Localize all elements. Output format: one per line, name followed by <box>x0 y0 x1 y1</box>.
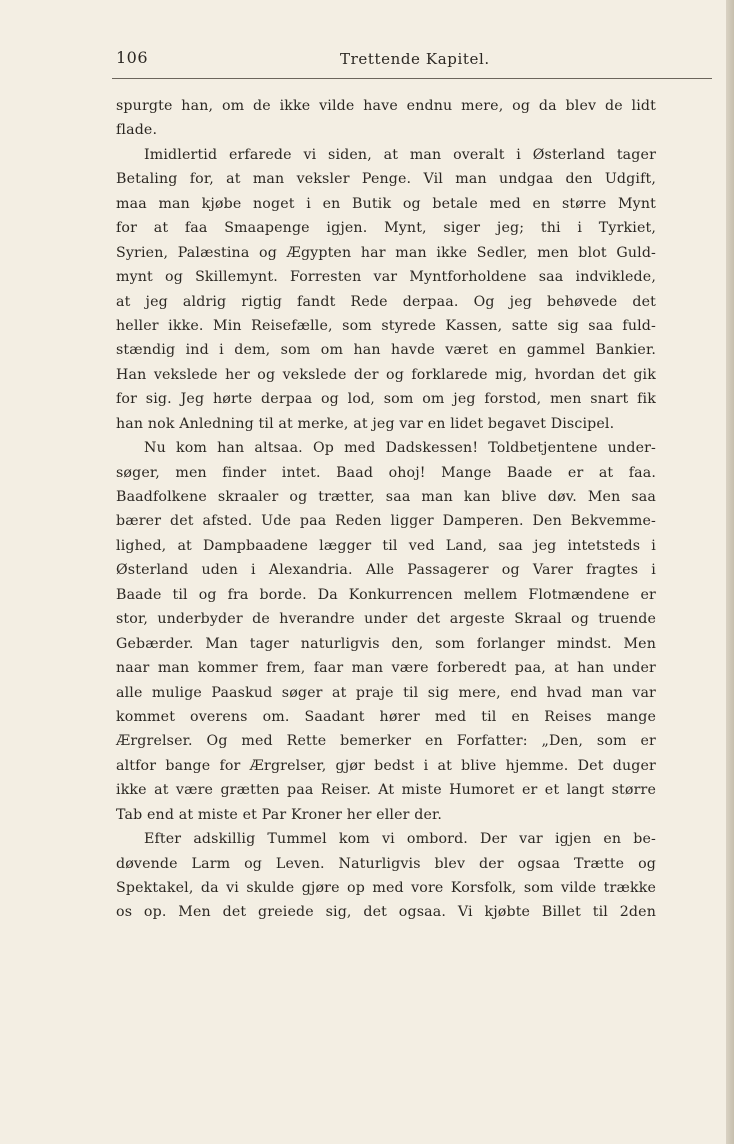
text-line: Han vekslede her og vekslede der og forklarede mig, hvordan det gik <box>116 366 656 383</box>
text-line: alle mulige Paaskud søger at praje til sig mere, end hvad man var <box>116 684 656 701</box>
text-line: maa man kjøbe noget i en Butik og betale med en større Mynt <box>116 195 656 212</box>
text-line: at jeg aldrig rigtig fandt Rede derpaa. Og jeg behøvede det <box>116 293 656 310</box>
text-line: lighed, at Dampbaadene lægger til ved Land, saa jeg intetsteds i <box>116 537 656 554</box>
text-line: Baadfolkene skraaler og trætter, saa man kan blive døv. Men saa <box>116 489 656 505</box>
text-line: for at faa Smaapenge igjen. Mynt, siger jeg; thi i Tyrkiet, <box>116 220 656 237</box>
text-line: han nok Anledning til at merke, at jeg var en lidet begavet Discipel. <box>116 415 615 432</box>
running-title: Trettende Kapitel. <box>340 50 490 68</box>
text-line: spurgte han, om de ikke vilde have endnu mere, og da blev de lidt <box>116 98 656 114</box>
text-line: ikke at være grætten paa Reiser. At miste Humoret er et langt større <box>116 782 656 799</box>
body-text <box>116 94 656 925</box>
text-line: Spektakel, da vi skulde gjøre op med vore Korsfolk, som vilde trække <box>116 880 656 896</box>
text-line: Ærgrelser. Og med Rette bemerker en Forfatter: „Den, som er <box>116 733 656 750</box>
text-line: Tab end at miste et Par Kroner her eller der. <box>116 806 443 823</box>
text-line: os op. Men det greiede sig, det ogsaa. Vi kjøbte Billet til 2den <box>116 904 656 921</box>
text-line: flade. <box>116 122 158 139</box>
text-line: Gebærder. Man tager naturligvis den, som forlanger mindst. Men <box>116 635 656 652</box>
text-line: Østerland uden i Alexandria. Alle Passagerer og Varer fragtes i <box>116 562 656 579</box>
text-line: stor, underbyder de hverandre under det argeste Skraal og truende <box>116 611 656 628</box>
text-line: stændig ind i dem, som om han havde været en gammel Bankier. <box>116 342 656 359</box>
text-line: Nu kom han altsaa. Op med Dadskessen! Toldbetjentene under- <box>144 440 656 457</box>
text-line: Efter adskillig Tummel kom vi ombord. Der var igjen en be- <box>144 831 656 848</box>
text-line: døvende Larm og Leven. Naturligvis blev der ogsaa Trætte og <box>116 855 656 872</box>
text-line: bærer det afsted. Ude paa Reden ligger Damperen. Den Bekvemme- <box>116 513 656 530</box>
text-line: Betaling for, at man veksler Penge. Vil man undgaa den Udgift, <box>116 171 656 188</box>
text-line: altfor bange for Ærgrelser, gjør bedst i at blive hjemme. Det duger <box>116 757 656 774</box>
text-line: Syrien, Palæstina og Ægypten har man ikke Sedler, men blot Guld- <box>116 244 656 261</box>
text-line: Imidlertid erfarede vi siden, at man overalt i Østerland tager <box>144 146 656 163</box>
page-header <box>116 48 672 70</box>
text-line: kommet overens om. Saadant hører med til en Reises mange <box>116 708 656 725</box>
page-edge <box>726 0 734 1144</box>
text-line: søger, men finder intet. Baad ohoj! Mange Baade er at faa. <box>116 464 656 481</box>
header-rule <box>112 78 712 79</box>
text-line: for sig. Jeg hørte derpaa og lod, som om jeg forstod, men snart fik <box>116 391 656 408</box>
text-line: Baade til og fra borde. Da Konkurrencen mellem Flotmændene er <box>116 586 656 603</box>
text-line: mynt og Skillemynt. Forresten var Myntforholdene saa indviklede, <box>116 269 656 286</box>
text-line: heller ikke. Min Reisefælle, som styrede Kassen, satte sig saa fuld- <box>116 317 656 334</box>
page-number: 106 <box>116 48 149 67</box>
text-line: naar man kommer frem, faar man være forberedt paa, at han under <box>116 660 656 677</box>
